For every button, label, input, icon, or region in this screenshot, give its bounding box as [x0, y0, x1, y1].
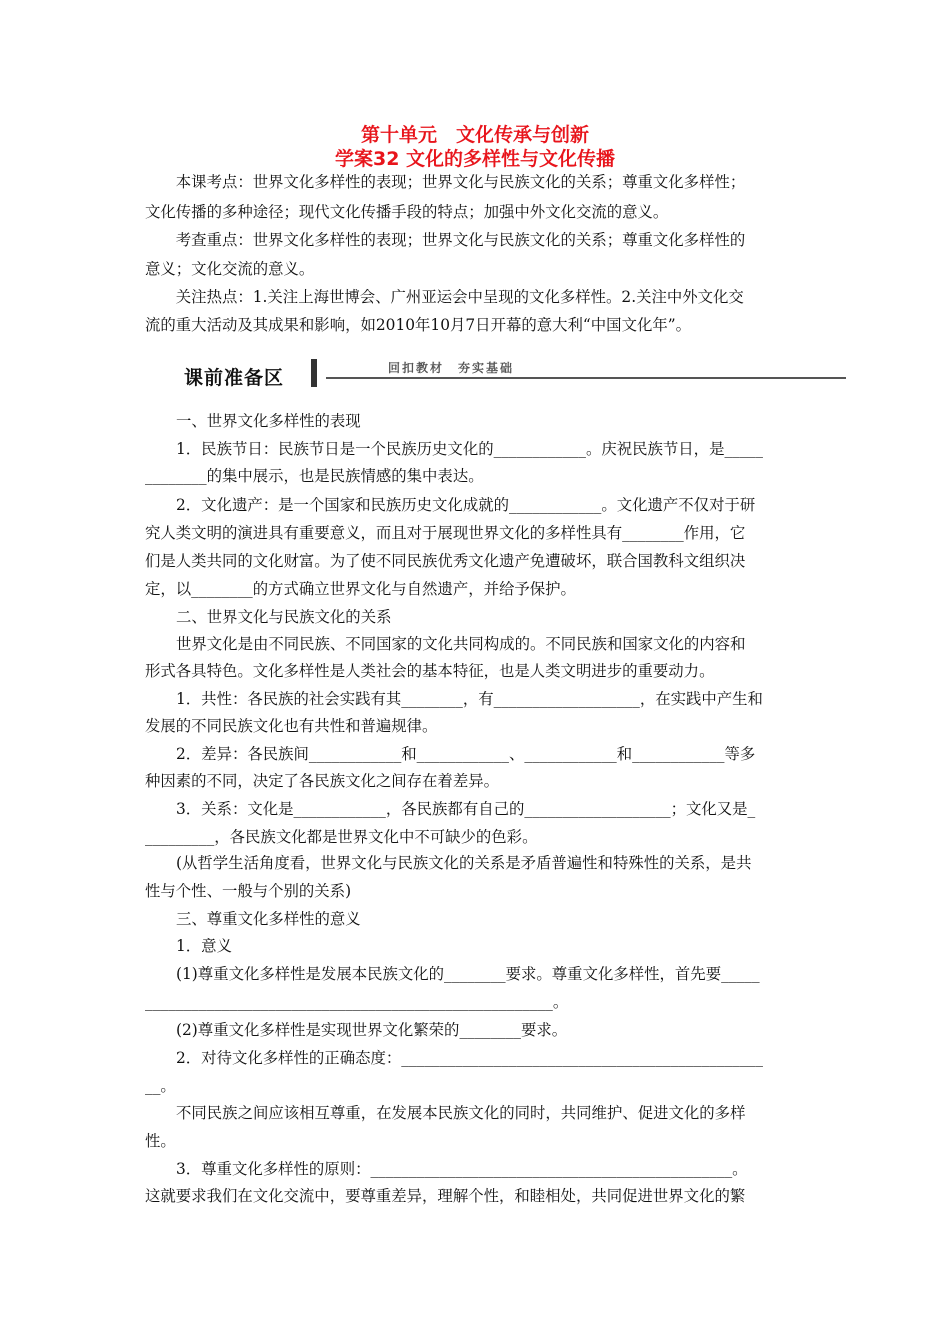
body-line: _____________________________________________________。	[145, 993, 569, 1011]
body-line: 形式各具特色。文化多样性是人类社会的基本特征，也是人类文明进步的重要动力。	[145, 662, 715, 680]
intro-line: 文化传播的多种途径；现代文化传播手段的特点；加强中外文化交流的意义。	[145, 203, 669, 221]
body-line: 性。	[145, 1132, 176, 1150]
body-line: 3．尊重文化多样性的原则：_______________________________________________。	[176, 1160, 748, 1178]
intro-line: 流的重大活动及其成果和影响，如2010年10月7日开幕的意大利“中国文化年”。	[145, 316, 691, 334]
body-line: 性与个性、一般与个别的关系)	[145, 882, 352, 900]
body-line: 不同民族之间应该相互尊重，在发展本民族文化的同时，共同维护、促进文化的多样	[176, 1104, 746, 1122]
body-line: (1)尊重文化多样性是发展本民族文化的________要求。尊重文化多样性，首先要_____	[176, 965, 760, 983]
intro-line: 考查重点：世界文化多样性的表现；世界文化与民族文化的关系；尊重文化多样性的	[145, 231, 746, 249]
body-line: (从哲学生活角度看，世界文化与民族文化的关系是矛盾普遍性和特殊性的关系，是共	[176, 854, 752, 872]
lesson-title: 学案32 文化的多样性与文化传播	[334, 148, 616, 170]
banner-rule	[326, 377, 846, 379]
section-heading: 二、世界文化与民族文化的关系	[176, 608, 392, 626]
section-banner-subtitle: 回扣教材 夯实基础	[388, 361, 515, 375]
body-line: 种因素的不同，决定了各民族文化之间存在着差异。	[145, 772, 499, 790]
body-line: 2．文化遗产：是一个国家和民族历史文化成就的____________。文化遗产不仅对于研	[176, 496, 756, 514]
body-line: 1．民族节日：民族节日是一个民族历史文化的____________。庆祝民族节日，是_____	[176, 440, 763, 458]
body-line: 这就要求我们在文化交流中，要尊重差异，理解个性，和睦相处，共同促进世界文化的繁	[145, 1187, 746, 1205]
section-banner-label: 课前准备区	[184, 367, 285, 389]
section-banner	[176, 357, 846, 391]
body-line: 究人类文明的演进具有重要意义，而且对于展现世界文化的多样性具有________作用，它	[145, 524, 746, 542]
section-heading: 三、尊重文化多样性的意义	[176, 910, 361, 928]
body-line: _________，各民族文化都是世界文化中不可缺少的色彩。	[145, 828, 538, 846]
body-line: 2．差异：各民族间____________和____________、____________和____________等多	[176, 745, 756, 763]
body-line: 定，以________的方式确立世界文化与自然遗产，并给予保护。	[145, 580, 576, 598]
body-line: (2)尊重文化多样性是实现世界文化繁荣的________要求。	[176, 1021, 568, 1039]
body-line: 世界文化是由不同民族、不同国家的文化共同构成的。不同民族和国家文化的内容和	[176, 635, 746, 653]
banner-divider-bar	[311, 359, 317, 387]
body-line: 2．对待文化多样性的正确态度：_______________________________________________	[176, 1049, 763, 1067]
body-line: 们是人类共同的文化财富。为了使不同民族优秀文化遗产免遭破坏，联合国教科文组织决	[145, 552, 746, 570]
body-line: 3．关系：文化是____________，各民族都有自己的___________________；文化又是_	[176, 800, 756, 818]
section-heading: 一、世界文化多样性的表现	[176, 412, 361, 430]
body-line: ________的集中展示，也是民族情感的集中表达。	[145, 467, 484, 485]
body-line: 1．意义	[176, 937, 232, 955]
intro-line: 本课考点：世界文化多样性的表现；世界文化与民族文化的关系；尊重文化多样性；	[145, 173, 746, 191]
body-line: 1．共性：各民族的社会实践有其________，有___________________，在实践中产生和	[176, 690, 763, 708]
unit-title: 第十单元 文化传承与创新	[360, 124, 589, 146]
body-line: 发展的不同民族文化也有共性和普遍规律。	[145, 717, 438, 735]
body-line: __。	[145, 1077, 176, 1095]
intro-line: 关注热点：1.关注上海世博会、广州亚运会中呈现的文化多样性。2.关注中外文化交	[145, 288, 744, 306]
intro-line: 意义；文化交流的意义。	[145, 260, 315, 278]
